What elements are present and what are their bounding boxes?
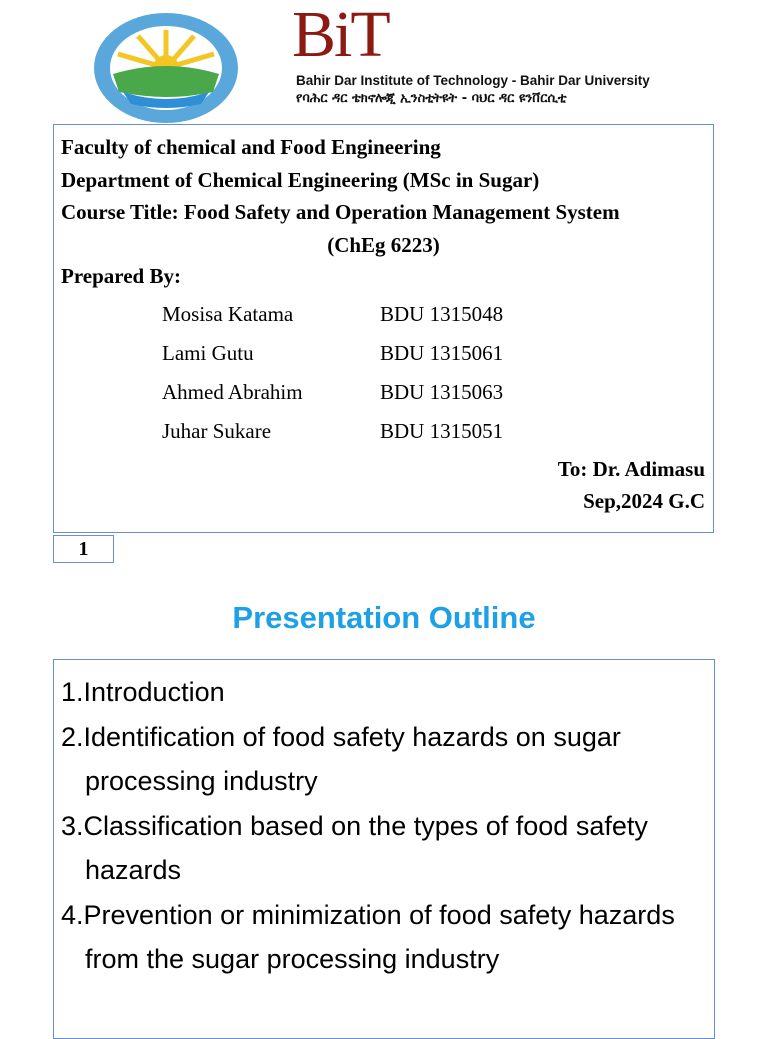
recipient-line: To: Dr. Adimasu bbox=[557, 457, 705, 481]
institute-name-english: Bahir Dar Institute of Technology - Bahir Dar University bbox=[296, 73, 650, 88]
outline-item: 3.Classification based on the types of food safety hazards bbox=[61, 810, 648, 885]
bit-logo: BiT bbox=[292, 0, 389, 71]
cover-info-box bbox=[53, 124, 714, 533]
faculty-line: Faculty of chemical and Food Engineering bbox=[61, 135, 441, 159]
member-name: Lami Gutu bbox=[162, 341, 254, 365]
outline-item: 4.Prevention or minimization of food safety hazards from the sugar processing industry bbox=[61, 899, 675, 974]
outline-title: Presentation Outline bbox=[232, 600, 536, 635]
outline-item: 2.Identification of food safety hazards on sugar processing industry bbox=[61, 721, 621, 796]
course-code-line: (ChEg 6223) bbox=[327, 233, 440, 257]
member-name: Ahmed Abrahim bbox=[162, 380, 303, 404]
member-id: BDU 1315061 bbox=[380, 341, 504, 365]
course-title-line: Course Title: Food Safety and Operation Management System bbox=[61, 200, 620, 224]
date-line: Sep,2024 G.C bbox=[583, 489, 705, 513]
member-id: BDU 1315048 bbox=[380, 302, 504, 326]
page-number: 1 bbox=[53, 535, 114, 563]
outline-item: 1.Introduction bbox=[61, 677, 225, 707]
member-name: Mosisa Katama bbox=[162, 302, 294, 326]
institute-name-amharic: የባሕር ዳር ቴክኖሎጂ ኢንስቲትዩት - ባህር ዳር ዩንቨርሲቲ bbox=[296, 91, 567, 106]
prepared-by-label: Prepared By: bbox=[61, 264, 181, 288]
member-id: BDU 1315051 bbox=[380, 419, 504, 443]
outline-list bbox=[61, 670, 701, 982]
member-name: Juhar Sukare bbox=[162, 419, 272, 443]
department-line: Department of Chemical Engineering (MSc in Sugar) bbox=[61, 168, 540, 192]
outline-box bbox=[53, 659, 715, 1039]
university-seal-logo bbox=[93, 12, 239, 124]
member-id: BDU 1315063 bbox=[380, 380, 504, 404]
